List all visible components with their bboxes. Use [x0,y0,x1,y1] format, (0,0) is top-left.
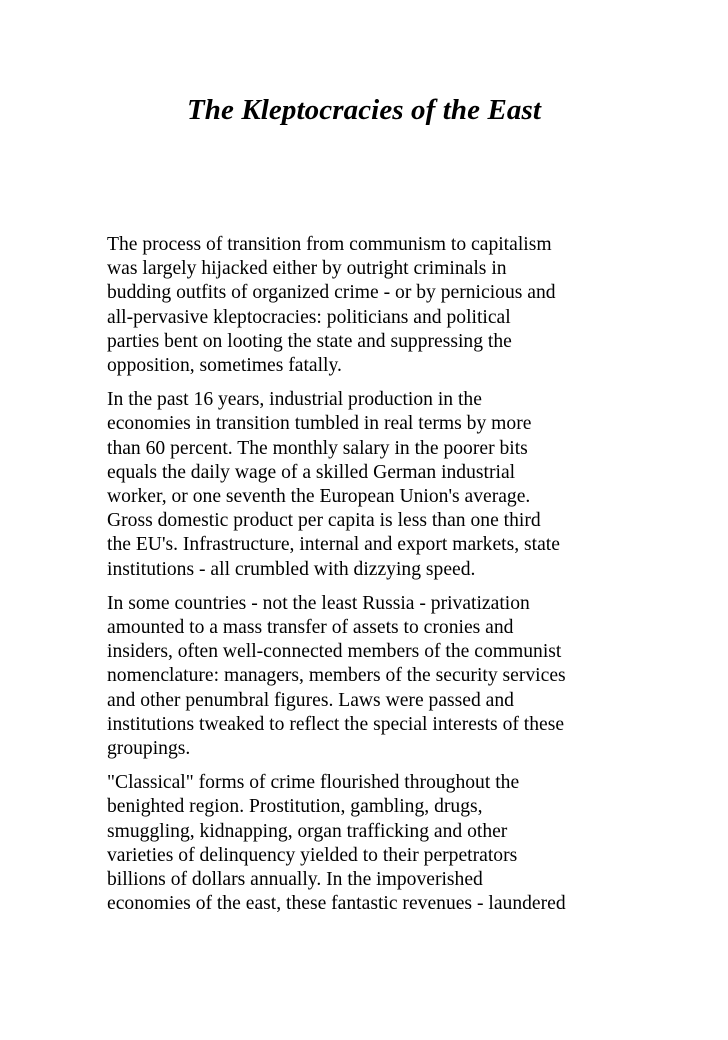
text-line: billions of dollars annually. In the impoverished [107,869,483,891]
text-line: In some countries - not the least Russia - privatization [107,592,530,614]
text-line: worker, or one seventh the European Union's average. [107,486,531,508]
text-line: institutions - all crumbled with dizzying speed. [107,558,476,580]
text-line: economies of the east, these fantastic revenues - laundered [107,893,566,915]
document-title: The Kleptocracies of the East [186,94,542,126]
text-line: institutions tweaked to reflect the special interests of these [107,713,565,735]
paragraph-1 [107,233,632,378]
text-line: equals the daily wage of a skilled German industrial [107,461,516,483]
paragraph-3 [107,592,632,761]
text-line: Gross domestic product per capita is less than one third [107,510,541,532]
text-line: amounted to a mass transfer of assets to cronies and [107,617,514,639]
text-line: opposition, sometimes fatally. [107,355,342,377]
text-line: budding outfits of organized crime - or by pernicious and [107,282,556,304]
text-line: In the past 16 years, industrial production in the [107,389,482,411]
text-line: varieties of delinquency yielded to their perpetrators [107,844,518,866]
text-line: nomenclature: managers, members of the security services [107,665,566,687]
text-line: smuggling, kidnapping, organ trafficking and other [107,820,508,842]
text-line: benighted region. Prostitution, gambling, drugs, [107,796,483,818]
text-line: and other penumbral figures. Laws were passed and [107,689,514,711]
text-line: was largely hijacked either by outright criminals in [107,258,507,280]
text-line: insiders, often well-connected members of the communist [107,641,562,663]
paragraph-2 [107,388,632,582]
text-line: parties bent on looting the state and suppressing the [107,330,512,352]
text-line: all-pervasive kleptocracies: politicians and political [107,306,511,328]
paragraph-4 [107,771,632,916]
document-body [107,233,632,926]
text-line: groupings. [107,738,191,760]
text-line: "Classical" forms of crime flourished throughout the [107,772,520,794]
text-line: economies in transition tumbled in real terms by more [107,413,532,435]
text-line: The process of transition from communism to capitalism [107,234,552,255]
text-line: than 60 percent. The monthly salary in the poorer bits [107,437,528,459]
text-line: the EU's. Infrastructure, internal and export markets, state [107,534,560,556]
